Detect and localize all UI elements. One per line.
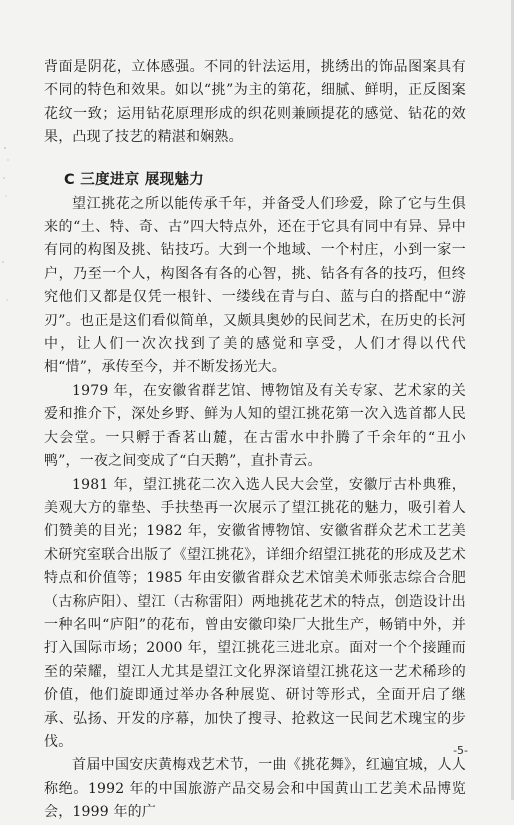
body-paragraph-4: 首届中国安庆黄梅戏艺术节，一曲《挑花舞》，红遍宜城，人人称绝。1992 年的中国旅游产品交易会和中国黄山工艺美术品博览会，1999 年的广 — [44, 757, 466, 821]
page-number: -5- — [453, 744, 468, 757]
intro-paragraph: 背面是阴花，立体感强。不同的针法运用，挑绣出的饰品图案具有不同的特色和效果。如以“挑”为主的第花，细腻、鲜明，正反图案花纹一致；运用钻花原理形成的织花则兼顾提花的感觉、钻花的效果，凸现了技艺的精湛和娴熟。 — [44, 59, 466, 146]
body-paragraph-1: 望江挑花之所以能传承千年，并备受人们珍爱，除了它与生俱来的“土、特、奇、古”四大特点外，还在于它具有同中有异、异中有同的构图及挑、钻技巧。大到一个地域、一个村庄，小到一家一户，乃至一个人，构图各有各的心智，挑、钻各有各的技巧，但终究他们又都是仅凭一根针、一缕线在青与白、蓝与白的搭配中“游刃”。也正是这们看似简单，又颇具奥妙的民间艺术，在历史的长河中，让人们一次次找到了美的感觉和享受，人们才得以代代相“惜”，承传至今，并不断发扬光大。 — [44, 195, 466, 376]
binding-margin-marks — [0, 0, 22, 800]
section-heading: C 三度进京 展现魅力 — [64, 171, 205, 188]
body-paragraph-3: 1981 年，望江挑花二次入选人民大会堂，安徽厅古朴典雅，美观大方的靠垫、手扶垫再一次展示了望江挑花的魅力，吸引着人们赞美的目光；1982 年，安徽省博物馆、安徽省群众艺术工艺美术研究室联合出版了《望江挑花》，详细介绍望江挑花的形成及艺术特点和价值等；1985 年由安徽省群众艺术馆美术师张志综合合肥（古称庐阳）、望江（古称雷阳）两地挑花艺术的特点，创造设计出一种名叫“庐阳”的花布，曾由安徽印染厂大批生产，畅销中外，并打入国际市场；2000 年，望江挑花三进北京。面对一个个接踵而至的荣耀，望江人尤其是望江文化界深谙望江挑花这一艺术稀珍的价值，他们旋即通过举办各种展览、研讨等形式，全面开启了继承、弘扬、开发的序幕，加快了搜寻、抢救这一民间艺术瑰宝的步伐。 — [44, 476, 466, 750]
body-paragraph-2: 1979 年，在安徽省群艺馆、博物馆及有关专家、艺术家的关爱和推介下，深处乡野、鲜为人知的望江挑花第一次入选首都人民大会堂。一只孵于香茗山麓，在古雷水中扑腾了千余年的“丑小鸭”，一夜之间变成了“白天鹅”，直扑青云。 — [44, 382, 466, 470]
